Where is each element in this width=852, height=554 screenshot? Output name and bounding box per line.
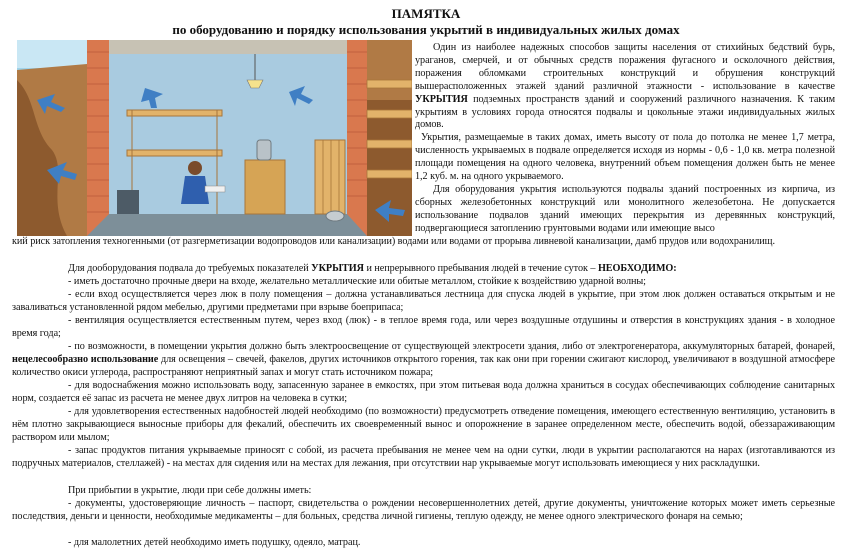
intro-paragraph-2: Укрытия, размещаемые в таких домах, иметь высоту от пола до потолка не менее 1,7 метра, численность укрываемых в подвале определяется исходя из нормы - 0,6 - 1,0 кв. метра полезной площади помещения на одного человека, внутренний объем помещения должен быть не менее 1,2 куб. м. на одного укрываемого. [415,132,835,182]
generator [117,190,139,214]
brick-wall-right [347,40,367,236]
page-title: ПАМЯТКА [391,6,461,21]
intro-paragraph-3: Для оборудования укрытия используются подвалы зданий построенных из кирпича, из сборных железобетонных конструкций или монолитного железобетона. Не допускается использование подвалов зданий имеющих перекрытия из деревянных конструкций, подвергающиеся затоплению грунтовыми водами или имеющие высо [415,184,835,234]
person-head [188,161,202,175]
water-container [257,140,271,160]
bring-item: - для малолетних детей необходимо иметь подушку, одеяло, матрац. [68,537,361,548]
requirement-item: - если вход осуществляется через люк в полу помещения – должна устанавливаться лестница для спуска людей в укрытие, при этом люк должен оставаться открытым и не заваливаться установленной рядом мебелью, другими предметами при взрыве боеприпаса; [12,289,835,313]
brick-wall-left [87,40,109,236]
intro-paragraph-3-continued: кий риск затопления техногенными (от разгерметизации водопроводов или канализации) водами или водами от прорыва ливневой канализации, дамб прудов или водохранилищ. [12,236,775,247]
requirement-item: - для водоснабжения можно использовать воду, запасенную заранее в емкостях, при этом питьевая вода должна храниться в сосудах обеспечивающих соблюдение санитарных норм, создается её запас из расчета не менее двух литров на человека в сутки; [12,380,835,404]
interior-wall [109,54,347,214]
requirement-item: - для удовлетворения естественных надобностей людей необходимо (по возможности) предусмотреть отведение помещения, имеющего естественную вентиляцию, установить в нём плотно закрывающиеся выносные приборы для фекалий, обеспечить их своевременный вынос и опорожнение в заранее определенном месте, обеспечить водой, обеззараживающим раствором или мылом; [12,406,835,443]
requirement-item: - вентиляция осуществляется естественным путем, через вход (люк) - в теплое время года, или через воздушные отдушины и отверстия в конструкциях здания - в холодное время года; [12,315,835,339]
bucket [326,211,344,221]
bring-lead: При прибытии в укрытие, люди при себе должны иметь: [68,485,312,496]
requirement-item: - иметь достаточно прочные двери на входе, желательно металлические или обитые металлом, стойкие к воздействию ударной волны; [68,276,646,287]
requirement-item: - запас продуктов питания укрываемые приносят с собой, из расчета пребывания не менее чем на одни сутки, люди в укрытии располагаются на нарах (изготавливаются из подручных материалов, стеллажей) - на местах для сидения или на местах для лежания, при отсутствии нар укрываемые могут использовать имеющиеся у них раскладушки. [12,445,835,469]
intro-paragraph-1: Один из наиболее надежных способов защиты населения от стихийных бедствий бурь, ураганов, смерчей, и от обычных средств поражения фугасного и осколочного действия, поражения обломками строительных конструкций и обрушения конструкций вышерасположенных этажей зданий различной этажности - использование в качестве УКРЫТИЯ подземных пространств зданий и сооружений различного назначения. К таким укрытиям в условиях города относятся подвалы и цокольные этажи индивидуальных жилых домов. [415,42,835,131]
table [245,160,285,214]
ceiling-slab [109,40,347,54]
basement-shelter-illustration [17,40,412,236]
wooden-door [315,140,345,214]
requirement-item: - по возможности, в помещении укрытия должно быть электроосвещение от существующей электросети здания, либо от электрогенератора, аккумуляторных батарей, фонарей, нецелесообразно использование для освещения – свечей, факелов, других источников открытого горения, так как они при горении сжигают кислород, увеличивают в воздушной атмосфере количество окиси углерода, распространяют неприятный запах и могут стать источником пожара; [12,341,835,378]
bring-item: - документы, удостоверяющие личность – паспорт, свидетельства о рождении несовершеннолетних детей, другие документы, уничтожение которых может иметь серьезные последствия, деньги и ценности, необходимые медикаменты – для больных, средства личной гигиены, теплую одежду, не менее одного электрического фонаря на семью; [12,498,835,522]
page-subtitle: по оборудованию и порядку использования укрытий в индивидуальных жилых домах [172,22,680,37]
requirements-lead: Для дооборудования подвала до требуемых показателей УКРЫТИЯ и непрерывного пребывания людей в течение суток – НЕОБХОДИМО: [68,263,677,274]
floor [87,214,367,236]
